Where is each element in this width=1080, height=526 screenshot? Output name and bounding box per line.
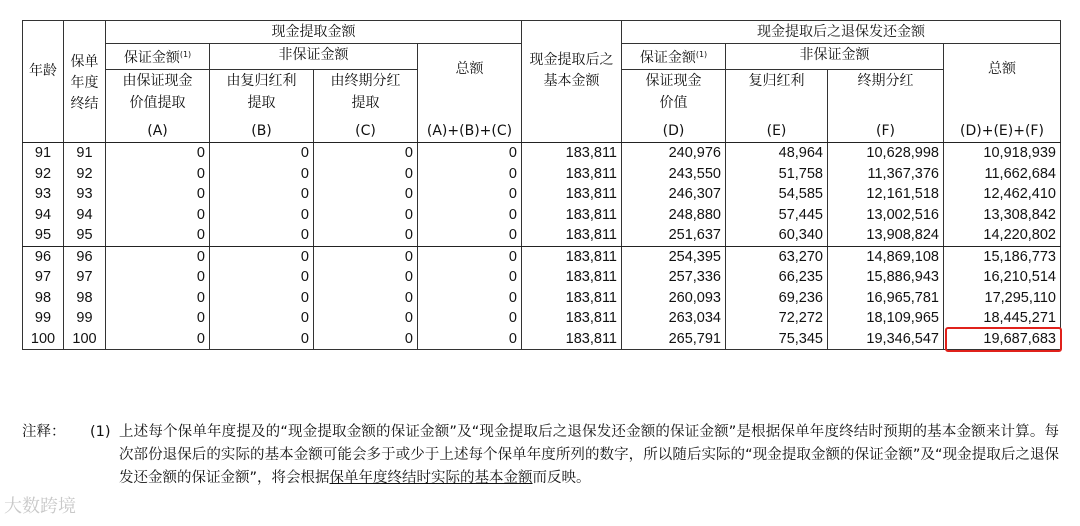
cell-age: 94 bbox=[23, 205, 64, 226]
cell-a: 0 bbox=[106, 143, 210, 164]
cell-def: 11,662,684 bbox=[944, 164, 1061, 185]
cell-d: 263,034 bbox=[622, 308, 726, 329]
header-cash-withdrawal: 现金提取金额 bbox=[106, 21, 522, 44]
header-year-blank bbox=[64, 120, 106, 143]
cell-f: 16,965,781 bbox=[828, 288, 944, 309]
cell-def: 17,295,110 bbox=[944, 288, 1061, 309]
cell-e: 51,758 bbox=[726, 164, 828, 185]
cell-f: 15,886,943 bbox=[828, 267, 944, 288]
cell-def: 19,687,683 bbox=[944, 329, 1061, 350]
cell-c: 0 bbox=[314, 143, 418, 164]
cell-c: 0 bbox=[314, 225, 418, 246]
table-row bbox=[23, 225, 1061, 246]
cell-b: 0 bbox=[210, 329, 314, 350]
cell-def: 13,308,842 bbox=[944, 205, 1061, 226]
cell-a: 0 bbox=[106, 164, 210, 185]
cell-age: 99 bbox=[23, 308, 64, 329]
cell-c: 0 bbox=[314, 246, 418, 267]
cell-year: 93 bbox=[64, 184, 106, 205]
cell-year: 97 bbox=[64, 267, 106, 288]
cell-d: 246,307 bbox=[622, 184, 726, 205]
table-row bbox=[23, 329, 1061, 350]
cell-d: 243,550 bbox=[622, 164, 726, 185]
cell-def: 12,462,410 bbox=[944, 184, 1061, 205]
cell-year: 99 bbox=[64, 308, 106, 329]
cell-basic: 183,811 bbox=[522, 143, 622, 164]
col-label-f: (F) bbox=[828, 120, 944, 143]
cell-d: 260,093 bbox=[622, 288, 726, 309]
col-label-abc: (A)+(B)+(C) bbox=[418, 120, 522, 143]
header-non-guaranteed-2: 非保证金额 bbox=[726, 44, 944, 70]
cell-b: 0 bbox=[210, 225, 314, 246]
cell-a: 0 bbox=[106, 225, 210, 246]
col-label-c: (C) bbox=[314, 120, 418, 143]
table-row bbox=[23, 308, 1061, 329]
cell-year: 94 bbox=[64, 205, 106, 226]
cell-e: 48,964 bbox=[726, 143, 828, 164]
header-reversionary-bonus: 复归红利 bbox=[726, 70, 828, 121]
cell-year: 95 bbox=[64, 225, 106, 246]
cell-def: 10,918,939 bbox=[944, 143, 1061, 164]
header-from-reversionary-bonus: 由复归红利 提取 bbox=[210, 70, 314, 121]
cell-b: 0 bbox=[210, 246, 314, 267]
cell-b: 0 bbox=[210, 267, 314, 288]
cell-abc: 0 bbox=[418, 246, 522, 267]
cell-basic: 183,811 bbox=[522, 246, 622, 267]
cell-b: 0 bbox=[210, 288, 314, 309]
cell-age: 97 bbox=[23, 267, 64, 288]
cell-def: 15,186,773 bbox=[944, 246, 1061, 267]
cell-e: 54,585 bbox=[726, 184, 828, 205]
header-total-2: 总额 bbox=[944, 44, 1061, 121]
cell-a: 0 bbox=[106, 288, 210, 309]
policy-value-table bbox=[22, 20, 1061, 350]
cell-abc: 0 bbox=[418, 329, 522, 350]
header-basic-after-withdrawal: 现金提取后之 基本金额 bbox=[522, 21, 622, 121]
cell-abc: 0 bbox=[418, 267, 522, 288]
highlight-box bbox=[945, 327, 1062, 353]
cell-year: 92 bbox=[64, 164, 106, 185]
cell-a: 0 bbox=[106, 329, 210, 350]
col-label-def: (D)+(E)+(F) bbox=[944, 120, 1061, 143]
cell-def: 14,220,802 bbox=[944, 225, 1061, 246]
header-basic-blank bbox=[522, 120, 622, 143]
header-guaranteed-amount-2: 保证金额$^{(1)}$ bbox=[622, 44, 726, 70]
cell-basic: 183,811 bbox=[522, 184, 622, 205]
cell-basic: 183,811 bbox=[522, 267, 622, 288]
cell-c: 0 bbox=[314, 288, 418, 309]
cell-def: 18,445,271 bbox=[944, 308, 1061, 329]
cell-abc: 0 bbox=[418, 288, 522, 309]
footnote-mark-2: (1) bbox=[695, 50, 708, 59]
cell-b: 0 bbox=[210, 143, 314, 164]
table-row bbox=[23, 288, 1061, 309]
cell-d: 257,336 bbox=[622, 267, 726, 288]
header-guaranteed-cash-value: 保证现金 价值 bbox=[622, 70, 726, 121]
cell-d: 254,395 bbox=[622, 246, 726, 267]
cell-basic: 183,811 bbox=[522, 164, 622, 185]
cell-f: 18,109,965 bbox=[828, 308, 944, 329]
cell-d: 248,880 bbox=[622, 205, 726, 226]
cell-age: 98 bbox=[23, 288, 64, 309]
table-row bbox=[23, 143, 1061, 164]
cell-a: 0 bbox=[106, 308, 210, 329]
header-surrender-after-withdrawal: 现金提取后之退保发还金额 bbox=[622, 21, 1061, 44]
col-label-a: (A) bbox=[106, 120, 210, 143]
cell-abc: 0 bbox=[418, 308, 522, 329]
cell-year: 91 bbox=[64, 143, 106, 164]
table-row bbox=[23, 267, 1061, 288]
cell-age: 96 bbox=[23, 246, 64, 267]
cell-f: 14,869,108 bbox=[828, 246, 944, 267]
cell-year: 96 bbox=[64, 246, 106, 267]
cell-abc: 0 bbox=[418, 225, 522, 246]
cell-c: 0 bbox=[314, 164, 418, 185]
col-label-d: (D) bbox=[622, 120, 726, 143]
cell-abc: 0 bbox=[418, 164, 522, 185]
cell-age: 93 bbox=[23, 184, 64, 205]
cell-c: 0 bbox=[314, 267, 418, 288]
footnote-mark: (1) bbox=[179, 50, 192, 59]
table-row bbox=[23, 246, 1061, 267]
cell-f: 12,161,518 bbox=[828, 184, 944, 205]
header-from-terminal-dividend: 由终期分红 提取 bbox=[314, 70, 418, 121]
cell-b: 0 bbox=[210, 184, 314, 205]
header-total: 总额 bbox=[418, 44, 522, 121]
cell-d: 265,791 bbox=[622, 329, 726, 350]
cell-def: 16,210,514 bbox=[944, 267, 1061, 288]
cell-a: 0 bbox=[106, 184, 210, 205]
cell-year: 100 bbox=[64, 329, 106, 350]
notes-underlined-text: 保单年度终结时实际的基本金额 bbox=[329, 470, 533, 486]
cell-f: 13,002,516 bbox=[828, 205, 944, 226]
cell-basic: 183,811 bbox=[522, 225, 622, 246]
header-from-guaranteed-cash: 由保证现金 价值提取 bbox=[106, 70, 210, 121]
cell-abc: 0 bbox=[418, 205, 522, 226]
cell-basic: 183,811 bbox=[522, 288, 622, 309]
cell-c: 0 bbox=[314, 329, 418, 350]
header-age: 年龄 bbox=[23, 21, 64, 121]
table-row bbox=[23, 164, 1061, 185]
table-row bbox=[23, 205, 1061, 226]
cell-c: 0 bbox=[314, 308, 418, 329]
header-guaranteed-amount: 保证金额$^{(1)}$ bbox=[106, 44, 210, 70]
cell-c: 0 bbox=[314, 184, 418, 205]
cell-e: 63,270 bbox=[726, 246, 828, 267]
cell-c: 0 bbox=[314, 205, 418, 226]
cell-b: 0 bbox=[210, 308, 314, 329]
notes-number: (1) bbox=[90, 424, 111, 440]
notes-text: 上述每个保单年度提及的“现金提取金额的保证金额”及“现金提取后之退保发还金额的保证金额”是根据保单年度终结时预期的基本金额来计算。每次部份退保后的实际的基本金额可能会多于或少于上述每个保单年度所列的数字，所以随后实际的“现金提取金额的保证金额”及“现金提取后之退保发还金额的保证金额”，将会根据保单年度终结时实际的基本金额而反映。 bbox=[119, 424, 1059, 486]
watermark: 大数跨境 bbox=[4, 496, 76, 517]
notes-label: 注释： bbox=[22, 424, 66, 440]
cell-basic: 183,811 bbox=[522, 329, 622, 350]
table-row bbox=[23, 184, 1061, 205]
cell-e: 66,235 bbox=[726, 267, 828, 288]
cell-f: 19,346,547 bbox=[828, 329, 944, 350]
col-label-b: (B) bbox=[210, 120, 314, 143]
cell-b: 0 bbox=[210, 164, 314, 185]
cell-a: 0 bbox=[106, 267, 210, 288]
header-non-guaranteed: 非保证金额 bbox=[210, 44, 418, 70]
cell-age: 91 bbox=[23, 143, 64, 164]
header-age-blank bbox=[23, 120, 64, 143]
cell-age: 92 bbox=[23, 164, 64, 185]
cell-f: 13,908,824 bbox=[828, 225, 944, 246]
cell-year: 98 bbox=[64, 288, 106, 309]
cell-basic: 183,811 bbox=[522, 308, 622, 329]
cell-f: 10,628,998 bbox=[828, 143, 944, 164]
cell-e: 57,445 bbox=[726, 205, 828, 226]
cell-age: 95 bbox=[23, 225, 64, 246]
col-label-e: (E) bbox=[726, 120, 828, 143]
cell-e: 72,272 bbox=[726, 308, 828, 329]
cell-d: 251,637 bbox=[622, 225, 726, 246]
cell-a: 0 bbox=[106, 205, 210, 226]
cell-a: 0 bbox=[106, 246, 210, 267]
cell-e: 75,345 bbox=[726, 329, 828, 350]
cell-abc: 0 bbox=[418, 184, 522, 205]
header-terminal-dividend: 终期分红 bbox=[828, 70, 944, 121]
cell-d: 240,976 bbox=[622, 143, 726, 164]
cell-b: 0 bbox=[210, 205, 314, 226]
cell-e: 60,340 bbox=[726, 225, 828, 246]
cell-basic: 183,811 bbox=[522, 205, 622, 226]
cell-age: 100 bbox=[23, 329, 64, 350]
cell-e: 69,236 bbox=[726, 288, 828, 309]
cell-f: 11,367,376 bbox=[828, 164, 944, 185]
header-policy-year-end: 保单 年度 终结 bbox=[64, 21, 106, 121]
cell-abc: 0 bbox=[418, 143, 522, 164]
